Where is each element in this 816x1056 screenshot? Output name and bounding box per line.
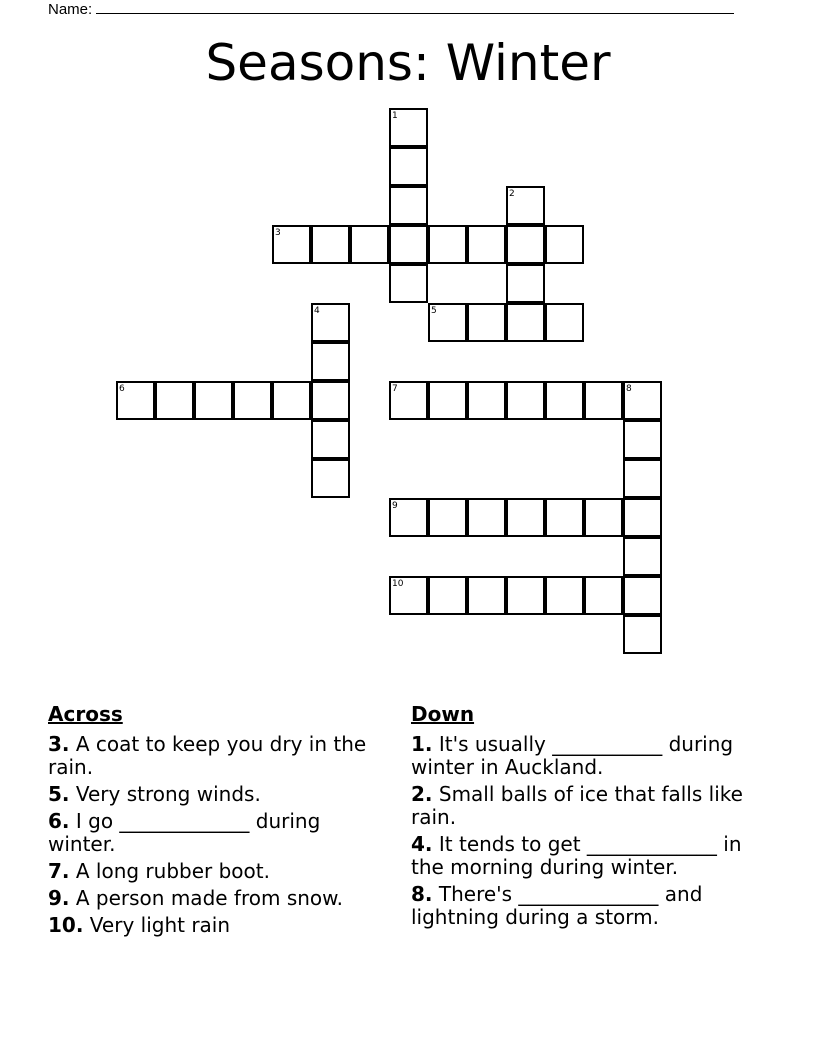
- down-clue: [411, 783, 756, 829]
- grid-cell[interactable]: [506, 381, 545, 420]
- clue-text: I go _____________ during winter.: [48, 809, 321, 856]
- grid-cell[interactable]: [584, 576, 623, 615]
- clue-number: 8: [626, 384, 632, 394]
- grid-cell[interactable]: [623, 420, 662, 459]
- grid-cell[interactable]: [545, 498, 584, 537]
- grid-cell[interactable]: [506, 498, 545, 537]
- clue-text: A coat to keep you dry in the rain.: [48, 732, 367, 779]
- grid-cell[interactable]: [389, 186, 428, 225]
- grid-cell[interactable]: [545, 576, 584, 615]
- across-clue: [48, 783, 368, 806]
- page-title: Seasons: Winter: [205, 34, 611, 92]
- clue-number: 7: [392, 384, 398, 394]
- grid-cell[interactable]: [623, 615, 662, 654]
- grid-cell[interactable]: [623, 576, 662, 615]
- across-clue: [48, 733, 368, 779]
- down-heading: Down: [411, 702, 475, 726]
- clue-number: 4: [314, 306, 320, 316]
- across-clues: [48, 702, 368, 941]
- grid-cell[interactable]: [389, 498, 428, 537]
- clue-number: 1.: [411, 732, 433, 756]
- grid-cell[interactable]: [389, 147, 428, 186]
- grid-cell[interactable]: [623, 459, 662, 498]
- grid-cell[interactable]: [545, 381, 584, 420]
- clue-number: 5.: [48, 782, 70, 806]
- grid-cell[interactable]: [623, 381, 662, 420]
- grid-cell[interactable]: [428, 498, 467, 537]
- grid-cell[interactable]: [311, 225, 350, 264]
- grid-cell[interactable]: [428, 225, 467, 264]
- grid-cell[interactable]: [311, 420, 350, 459]
- grid-cell[interactable]: [545, 225, 584, 264]
- down-clues: [411, 702, 756, 933]
- clue-number: 8.: [411, 882, 433, 906]
- across-clue: [48, 860, 368, 883]
- clue-number: 3.: [48, 732, 70, 756]
- grid-cell[interactable]: [506, 225, 545, 264]
- clue-number: 2.: [411, 782, 433, 806]
- clue-number: 4.: [411, 832, 433, 856]
- down-clue: [411, 833, 756, 879]
- grid-cell[interactable]: [467, 225, 506, 264]
- clue-text: Very strong winds.: [75, 782, 261, 806]
- clue-text: There's ______________ and lightning during a storm.: [411, 882, 703, 929]
- clue-number: 6.: [48, 809, 70, 833]
- across-clue-list: [48, 733, 368, 937]
- clue-number: 10.: [48, 913, 84, 937]
- grid-cell[interactable]: [506, 186, 545, 225]
- down-clue: [411, 883, 756, 929]
- grid-cell[interactable]: [506, 576, 545, 615]
- clue-text: Small balls of ice that falls like rain.: [411, 782, 743, 829]
- down-clue-list: [411, 733, 756, 929]
- clue-number: 10: [392, 579, 404, 589]
- grid-cell[interactable]: [467, 381, 506, 420]
- grid-cell[interactable]: [623, 498, 662, 537]
- clue-number: 6: [119, 384, 125, 394]
- clue-number: 5: [431, 306, 437, 316]
- grid-cell[interactable]: [584, 381, 623, 420]
- grid-cell[interactable]: [233, 381, 272, 420]
- grid-cell[interactable]: [350, 225, 389, 264]
- grid-cell[interactable]: [467, 576, 506, 615]
- grid-cell[interactable]: [428, 381, 467, 420]
- grid-cell[interactable]: [389, 264, 428, 303]
- grid-cell[interactable]: [311, 303, 350, 342]
- clue-text: It's usually ___________ during winter in Auckland.: [411, 732, 734, 779]
- grid-cell[interactable]: [311, 459, 350, 498]
- grid-cell[interactable]: [545, 303, 584, 342]
- clue-number: 1: [392, 111, 398, 121]
- grid-cell[interactable]: [311, 381, 350, 420]
- across-clue: [48, 810, 368, 856]
- clue-number: 9.: [48, 886, 70, 910]
- clue-text: Very light rain: [89, 913, 231, 937]
- clue-number: 9: [392, 501, 398, 511]
- grid-cell[interactable]: [389, 108, 428, 147]
- grid-cell[interactable]: [116, 381, 155, 420]
- grid-cell[interactable]: [389, 381, 428, 420]
- across-heading: Across: [48, 702, 123, 726]
- grid-cell[interactable]: [428, 576, 467, 615]
- clue-number: 3: [275, 228, 281, 238]
- grid-cell[interactable]: [584, 498, 623, 537]
- grid-cell[interactable]: [506, 264, 545, 303]
- grid-cell[interactable]: [467, 303, 506, 342]
- grid-cell[interactable]: [155, 381, 194, 420]
- grid-cell[interactable]: [194, 381, 233, 420]
- grid-cell[interactable]: [311, 342, 350, 381]
- grid-cell[interactable]: [272, 225, 311, 264]
- grid-cell[interactable]: [467, 498, 506, 537]
- grid-cell[interactable]: [623, 537, 662, 576]
- clue-text: A person made from snow.: [75, 886, 344, 910]
- grid-cell[interactable]: [428, 303, 467, 342]
- across-clue: [48, 887, 368, 910]
- down-clue: [411, 733, 756, 779]
- grid-cell[interactable]: [389, 225, 428, 264]
- grid-cell[interactable]: [506, 303, 545, 342]
- grid-cell[interactable]: [389, 576, 428, 615]
- across-clue: [48, 914, 368, 937]
- clue-number: 7.: [48, 859, 70, 883]
- grid-cell[interactable]: [272, 381, 311, 420]
- clue-text: A long rubber boot.: [75, 859, 270, 883]
- name-label: Name:: [48, 1, 93, 18]
- clue-text: It tends to get _____________ in the morning during winter.: [411, 832, 742, 879]
- clue-number: 2: [509, 189, 515, 199]
